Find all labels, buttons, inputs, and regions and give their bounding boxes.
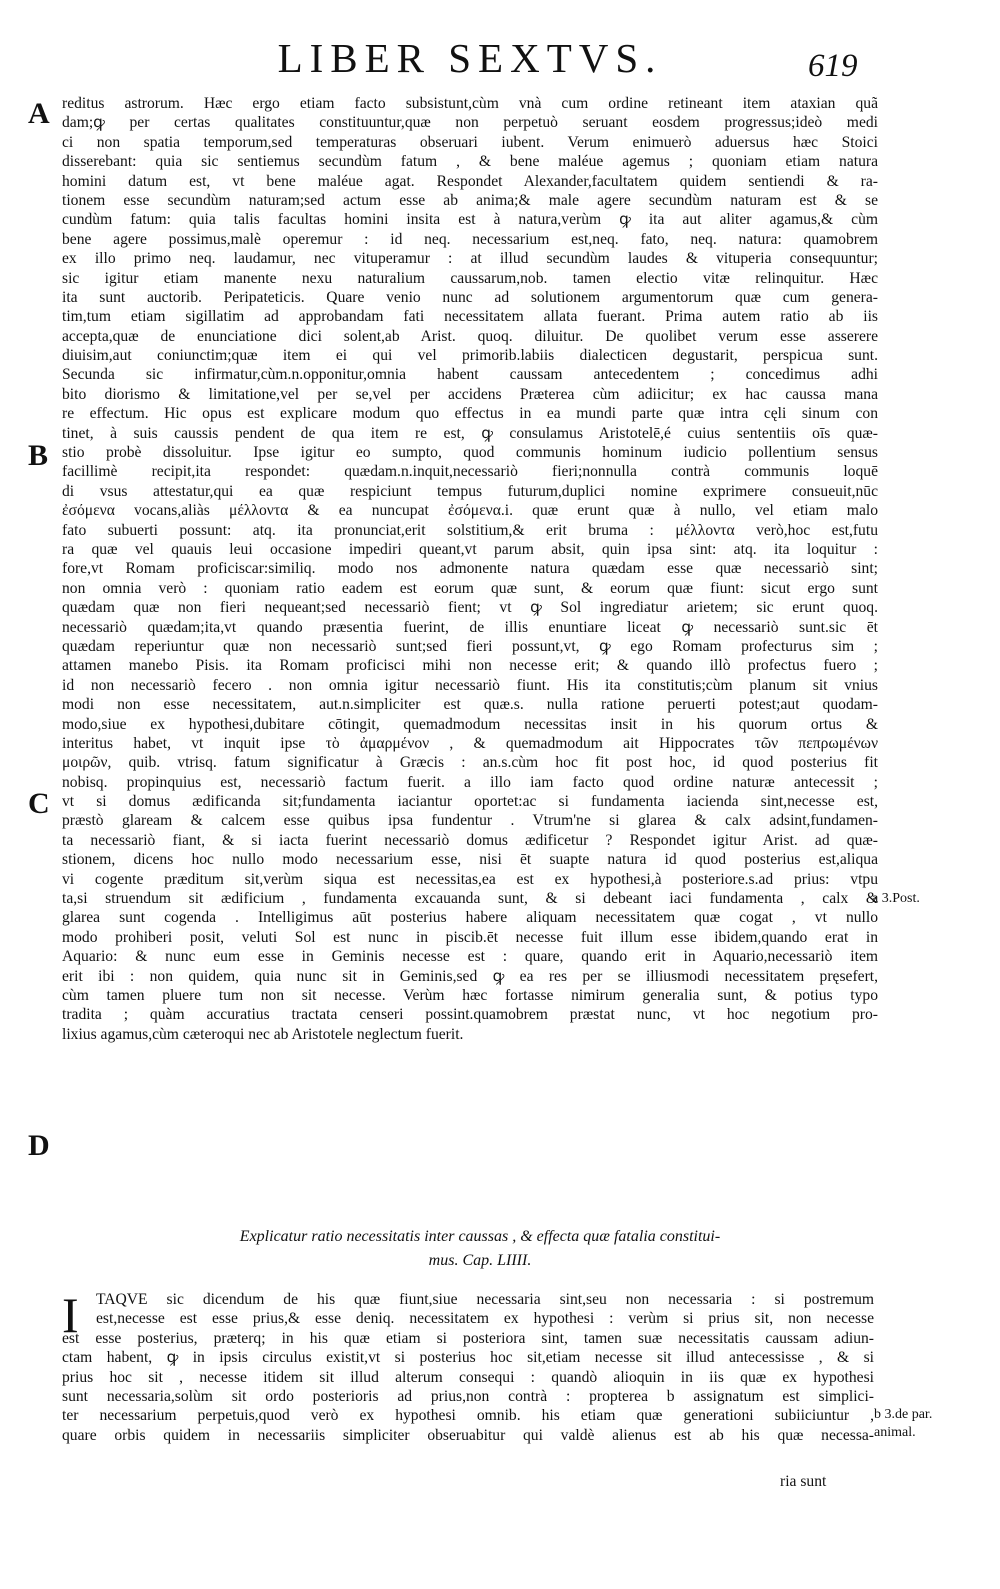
- text-line: reditus astrorum. Hæc ergo etiam facto subsistunt,cùm vnà cum ordine retineant item ataxian quã: [62, 95, 878, 112]
- margin-letter-c: C: [28, 787, 50, 820]
- text-line: vt si domus ædificanda sit;fundamenta iaciantur oportet:ac si fundamenta iacienda sint,necesse est,: [62, 793, 878, 811]
- text-line: stionem, dicens hoc nullo modo necessarium esse, nisi ēt suapte natura id quod posterius est,aliqua: [62, 851, 878, 869]
- text-line: Aquario: & nunc eum esse in Geminis necesse est : quare, quando erit in Aquario,necessariò item: [62, 948, 878, 966]
- text-line: ci non spatia temporum,sed temperaturas obseruari iubent. Verum enimuerò aduersus hæc Stoici: [62, 133, 878, 151]
- drop-initial: I: [62, 1287, 79, 1343]
- text-line: μοιρῶν, quib. vtrisq. fatum significatur à Græcis : an.s.cùm hoc fit post hoc, id quod posterius fit: [62, 754, 878, 772]
- chapter-text-line: sunt necessaria,solùm sit ordo posterioris ad prius,non contrà : propterea b assignatum est simplici-: [62, 1387, 874, 1405]
- text-line: dam;ꝙ per certas qualitates constituuntur,quæ non perpetuò seruant eosdem progressus;ideò medi: [62, 114, 878, 132]
- margin-letter-a: A: [28, 97, 50, 130]
- text-line: modo,siue ex hypothesi,dubitare cōtingit, quemadmodum necessitas insit in his quorum ortus &: [62, 715, 878, 733]
- text-line: tinet, à suis caussis pendent de qua item re est, ꝙ consulamus Aristotelē,é cuius sententiis oīs quæ-: [62, 424, 878, 442]
- chapter-text-line: est esse posterius, præterq; in his quæ etiam si posteriora sint, tamen suæ necessitatis caussam adiun-: [62, 1329, 874, 1347]
- text-line: re effectum. Hic opus est explicare modum quo effectus in ea mundi parte quæ intra cęli sinum con: [62, 405, 878, 423]
- text-line: tionem esse secundùm naturam;sed actum esse ab anima;& male agere secundùm naturam est & se: [62, 191, 878, 209]
- text-line: interitus habet, vt inquit ipse τὸ ἀμαρμένον , & quemadmodum ait Hippocrates τῶν πεπρωμένων: [62, 734, 878, 752]
- text-line: quædam quæ non fieri nequeant;sed necessariò fient; vt ꝙ Sol ingrediatur arietem; sic erunt quoq.: [62, 599, 878, 617]
- text-line: Secunda sic infirmatur,cùm.n.opponitur,omnia habent caussam antecedentem ; concedimus adhi: [62, 366, 878, 384]
- text-line: id non necessariò fecero . non omnia igitur necessariò fiunt. His ita constitutis;cùm planum sit vnius: [62, 676, 878, 694]
- text-line: cùm tamen pluere tum non sit necesse. Verùm hæc fortasse nimirum generalia sunt, & potius typo: [62, 986, 878, 1004]
- text-line-paragraph-end: lixius agamus,cùm cæteroqui nec ab Aristotele neglectum fuerit.: [62, 1025, 464, 1043]
- margin-letter-d: D: [28, 1129, 50, 1162]
- text-line: quædam reperiuntur quæ non necessariò sunt;sed fieri possunt,vt, ꝙ ego Romam profecturus sim ;: [62, 637, 878, 655]
- chapter-text-block: [62, 1287, 874, 1445]
- text-line: accepta,quæ de enunciatione dici solent,ab Arist. quoq. diluitur. De quolibet verum esse asserere: [62, 327, 878, 345]
- text-line: necessariò quædam;ita,vt quando præsentia fuerint, de illis enuntiare liceat ꝙ necessariò sunt.sic ēt: [62, 618, 878, 636]
- running-title: LIBER SEXTVS.: [277, 35, 663, 81]
- chapter-text-line: ctam habent, ꝙ in ipsis circulus existit,vt si posterius hoc sit,etiam necesse sit illud antecessisse , & si: [62, 1349, 874, 1367]
- text-line: ex illo primo neq. laudamur, nec vituperamur : at illud secundùm laudes & vituperia consequuntur;: [62, 250, 878, 268]
- margin-note-b-line1: b 3.de par.: [874, 1407, 933, 1422]
- main-text-block: [62, 94, 878, 1044]
- text-line: modo prohiberi posit, veluti Sol est nunc in piscib.ēt necesse fuit illum esse ibidem,quando erat in: [62, 928, 878, 946]
- text-line: modi non esse necessitatem, aut.n.simpliciter est quæ.s. nulla ratione peruerti potest;aut quodam-: [62, 696, 878, 714]
- text-line: attamen manebo Pisis. ita Romam proficisci mihi non necesse erit; & quando illò profectus fuero ;: [62, 657, 878, 675]
- text-line: disserebant: quia sic sentiemus secundùm fatum , & bene maléue agemus ; quoniam etiam natura: [62, 153, 878, 171]
- text-line: ἐσόμενα vocans,aliàs μέλλοντα & ea nuncupat ἐσόμενα.i. quæ erunt quæ à nullo, vel etiam malo: [62, 502, 878, 520]
- chapter-text-line: quare orbis quidem in necessariis simpliciter obseruabitur qui valdè alienus est ab his quæ necessa-: [62, 1426, 874, 1444]
- text-line: ra quæ vel quauis leui occasione impediri queant,vt parum absit, quin ipsa sint: atq. ita loquitur :: [62, 540, 878, 558]
- page-number: 619: [808, 48, 858, 84]
- margin-letter-b: B: [28, 439, 49, 472]
- catchword: ria sunt: [780, 1473, 827, 1490]
- chapter-text-line: ter necessarium perpetuis,quod verò ex hypothesi omnib. his etiam quæ generationi subiiciuntur ,: [62, 1407, 874, 1425]
- margin-note-a: a 3.Post.: [872, 891, 920, 906]
- text-line: di vsus attestatur,qui ea quæ respiciunt tempus futurum,duplici nomine exprimere consueuit,nūc: [62, 482, 878, 500]
- text-line: fato subuerti possunt: atq. ita pronunciat,erit solstitium,& erit bruma : μέλλοντα verò,hoc est,futu: [62, 521, 878, 539]
- text-line: præstò glaream & calcem esse quibus ipsa fundentur . Vtrum'ne si glarea & calx adsint,fundamen-: [62, 812, 878, 830]
- text-line: tradita ; quàm accuratius tractata censeri possint.quamobrem præstat nunc, vt hoc negotium pro-: [62, 1006, 878, 1024]
- text-line: vi cogente præditum sit,verùm siqua est necessitas,ea est ex hypothesi,à posteriore.s.ad prius: vtpu: [62, 870, 878, 888]
- text-line: tim,tum etiam sigillatim ad approbandam fati necessitatem allata fuerant. Prima autem ratio ab iis: [62, 308, 878, 326]
- text-line: facillimè recipit,ita respondet: quædam.n.inquit,necessariò fieri;nonnulla contrà communis loquē: [62, 463, 878, 481]
- text-line: sic igitur etiam manente nexu naturalium caussarum,nob. tamen electio vitæ relinquitur. Hæc: [62, 269, 878, 287]
- chapter-text-line: est,necesse est esse prius,& esse deniq. necessitatem ex hypothesi : verùm si prius sit, non necesse: [96, 1310, 874, 1328]
- chapter-heading-line-2: mus. Cap. LIIII.: [428, 1252, 532, 1269]
- text-line: diuisim,aut coniunctim;quæ item ei qui vel primorib.labiis dialecticen degustarit, perspicua sunt.: [62, 347, 878, 365]
- text-line: erit ibi : non quidem, quia nunc sit in Geminis,sed ꝙ ea res per se illiusmodi necessitatem pręsefert,: [62, 967, 878, 985]
- text-line: cundùm fatum: quia talis facultas homini insita est à natura,verùm ꝙ ita aut aliter agamus,& cùm: [62, 211, 878, 229]
- text-line: nobisq. propinquius est, necessariò factum fuerit. a illo iam facto quod ordine naturæ antecessit ;: [62, 773, 878, 791]
- text-line: bito diorismo & limitatione,vel per se,vel per accidens Præterea cùm adiicitur; ex hac caussa mana: [62, 385, 878, 403]
- text-line: bene agere possimus,malè operemur : id neq. necessarium est,neq. fato, neq. natura: quamobrem: [62, 230, 878, 248]
- margin-note-b-line2: animal.: [874, 1425, 916, 1440]
- text-line: stio probè dissoluitur. Ipse igitur eo sumpto, quod communis hominum iudicio pollentium sensus: [62, 444, 878, 462]
- text-line: ita sunt auctorib. Peripateticis. Quare venio nunc ad solutionem argumentorum quæ cum genera-: [62, 288, 878, 306]
- text-line: ta,si struendum sit ædificium , fundamenta excauanda sunt, & si debeant iaci fundamenta , calx &: [62, 890, 878, 908]
- text-line: non omnia verò : quoniam ratio eadem est eorum quæ sunt, & eorum quæ fiunt: sicut ergo sunt: [62, 579, 878, 597]
- chapter-text-line: prius hoc sit , necesse itidem sit illud alterum consequi : quandò alioquin in iis quæ ex hypothesi: [62, 1368, 874, 1386]
- text-line: ta necessariò fiant, & si iacta fuerint necessariò domus ædificetur ? Respondet igitur Arist. ad quæ-: [62, 831, 878, 849]
- chapter-heading-line-1: Explicatur ratio necessitatis inter caussas , & effecta quæ fatalia constitui-: [239, 1228, 721, 1245]
- text-line: glarea sunt cogenda . Intelligimus aūt posterius habere aliquam necessitatem quæ cogat , vt nullo: [62, 909, 878, 927]
- chapter-text-line: TAQVE sic dicendum de his quæ fiunt,siue necessaria sint,seu non necessaria : si postremum: [96, 1291, 874, 1308]
- text-line: homini datum est, vt bene maléue agat. Respondet Alexander,facultatem quidem sentiendi & ra-: [62, 172, 878, 190]
- text-line: fore,vt Romam proficiscar:similiq. modo nos admonente natura quædam esse quæ necessariò sint;: [62, 560, 878, 578]
